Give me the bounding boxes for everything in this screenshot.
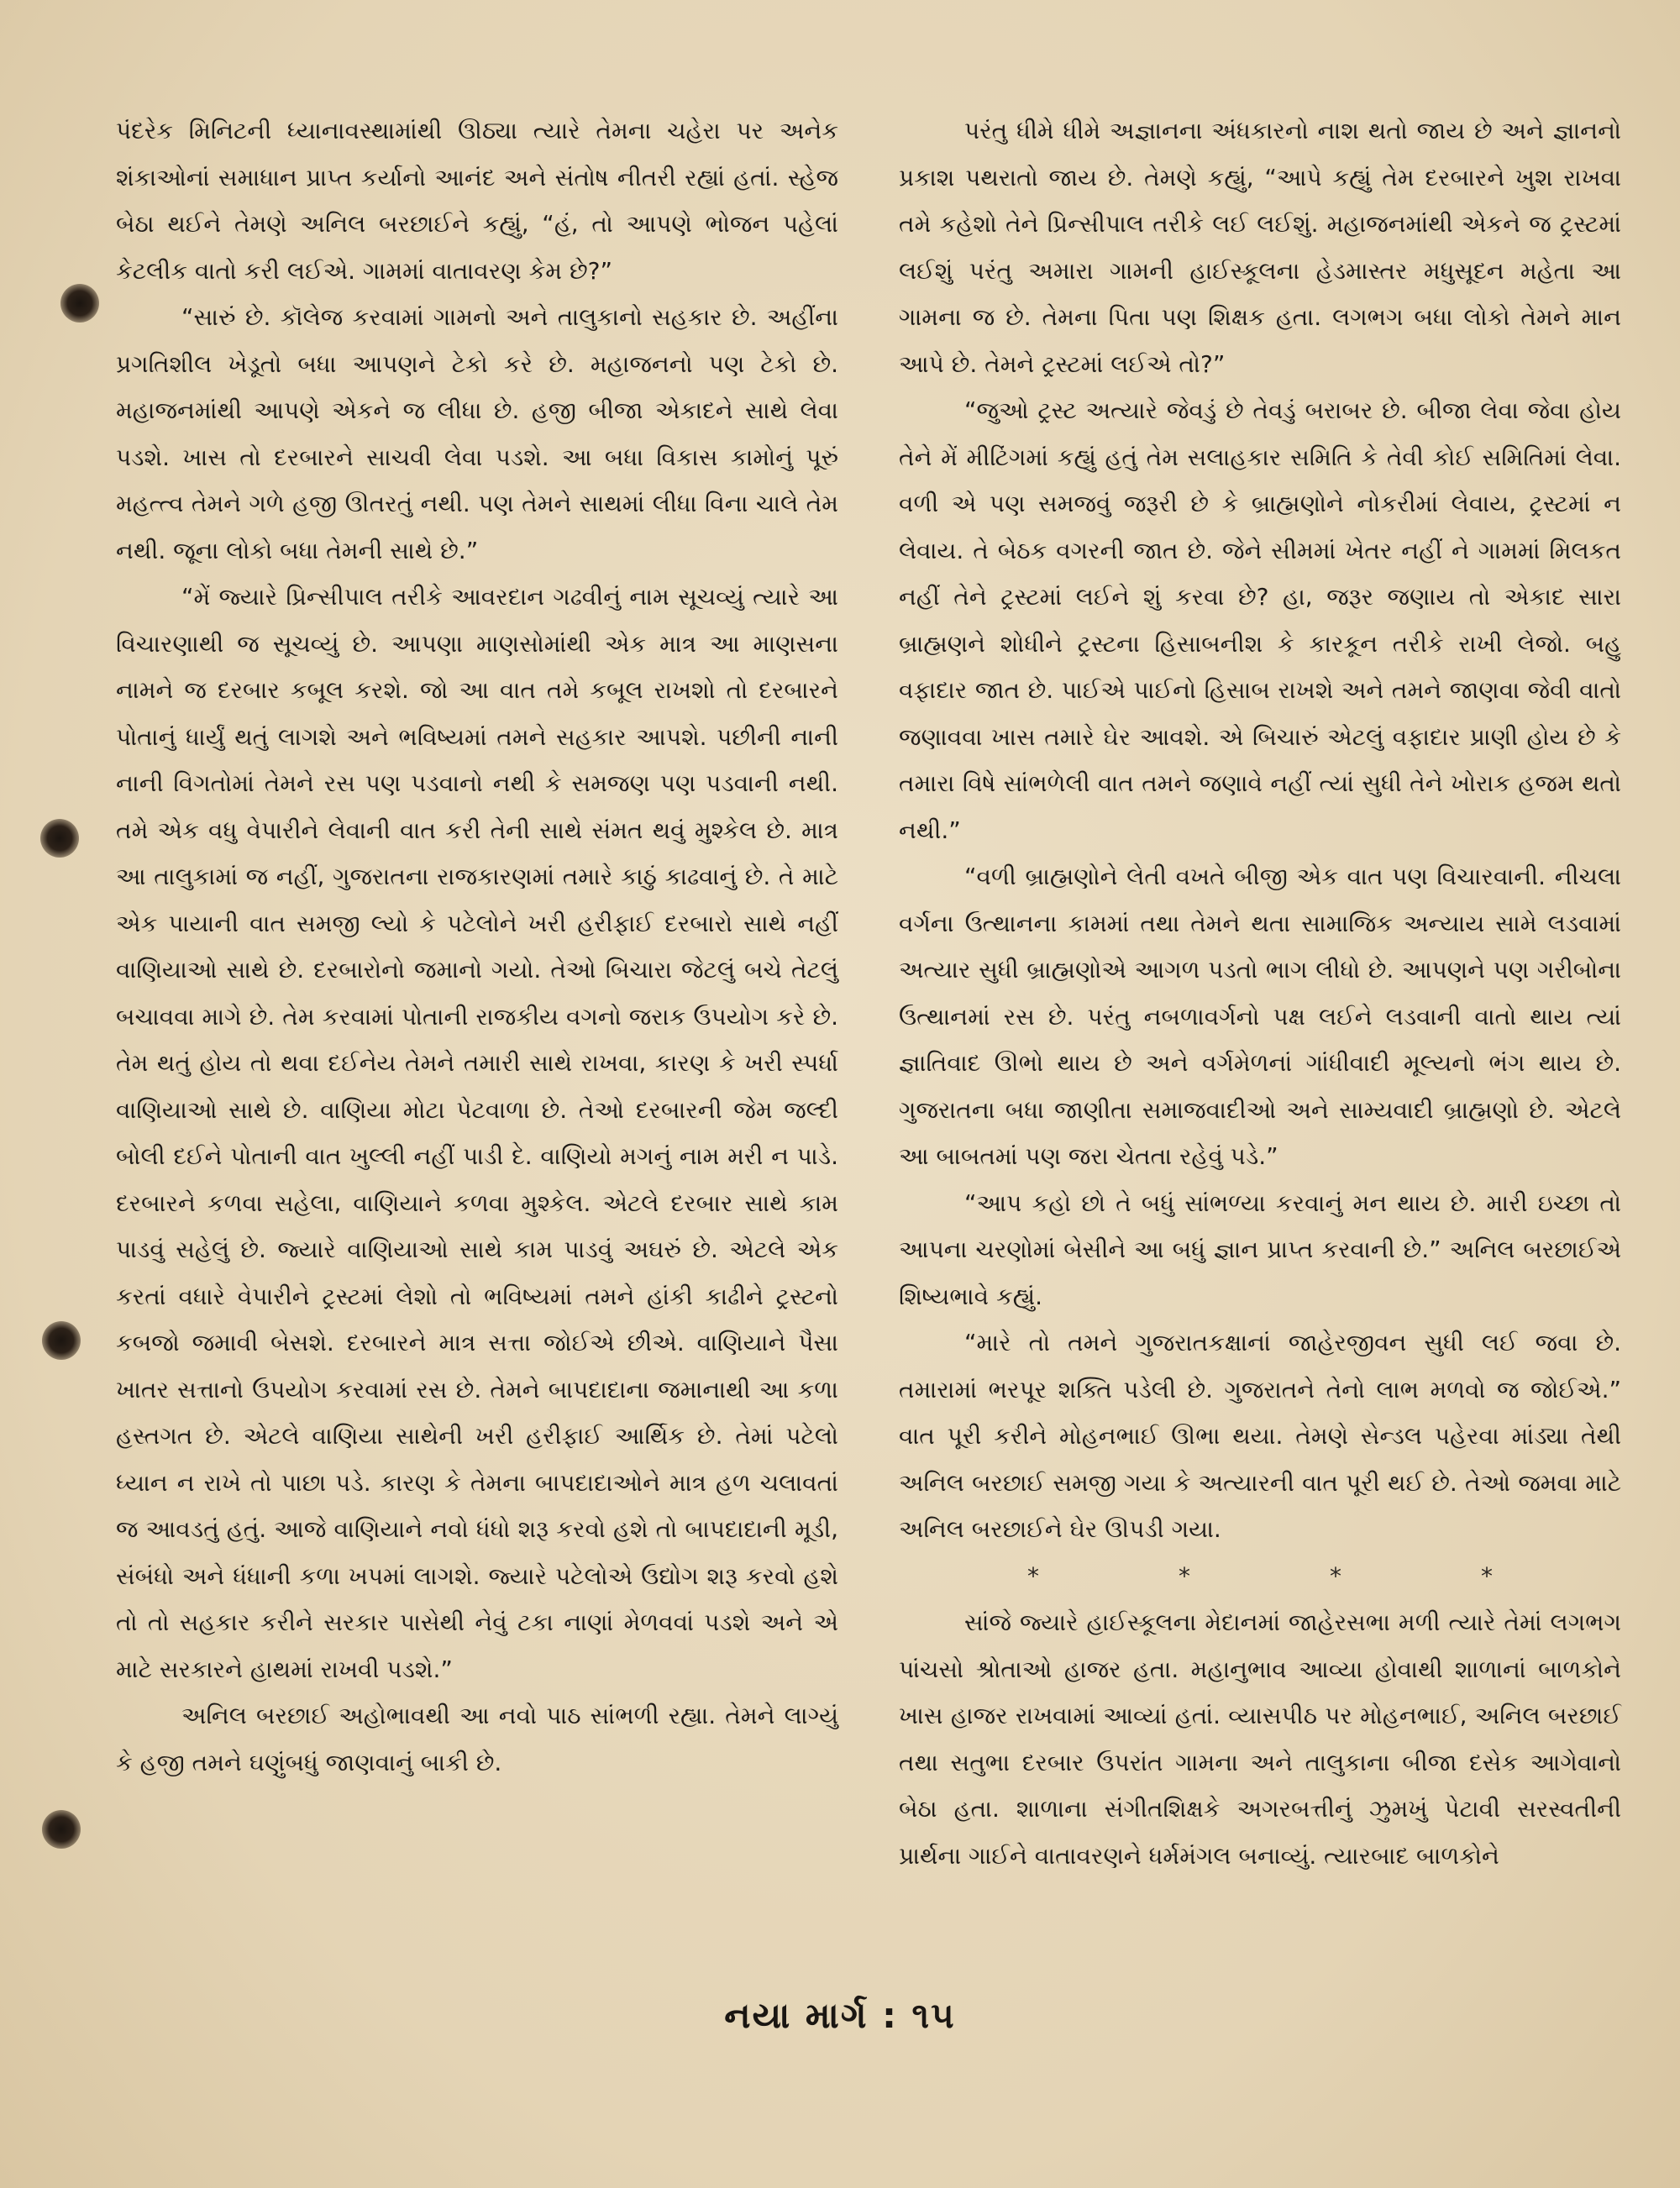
binding-hole-mark [42, 1810, 81, 1849]
paragraph: “આપ કહો છો તે બધું સાંભળ્યા કરવાનું મન થાય છે. મારી ઇચ્છા તો આપના ચરણોમાં બેસીને આ બધું જ્ઞાન પ્રાપ્ત કરવાની છે.” અનિલ બરછાઈએ શિષ્યભાવે કહ્યું. [899, 1188, 1621, 1310]
paragraph: “વળી બ્રાહ્મણોને લેતી વખતે બીજી એક વાત પણ વિચારવાની. નીચલા વર્ગના ઉત્થાનના કામમાં તથા તેમને થતા સામાજિક અન્યાય સામે લડવામાં અત્યાર સુધી બ્રાહ્મણોએ આગળ પડતો ભાગ લીધો છે. આપણને પણ ગરીબોના ઉત્થાનમાં રસ છે. પરંતુ નબળાવર્ગનો પક્ષ લઈને લડવાની વાતો થાય ત્યાં જ્ઞાતિવાદ ઊભો થાય છે અને વર્ગમેળનાં ગાંધીવાદી મૂલ્યનો ભંગ થાય છે. ગુજરાતના બધા જાણીતા સમાજવાદીઓ અને સામ્યવાદી બ્રાહ્મણો છે. એટલે આ બાબતમાં પણ જરા ચેતતા રહેવું પડે.” [899, 863, 1621, 1170]
paragraph: પંદરેક મિનિટની ધ્યાનાવસ્થામાંથી ઊઠ્યા ત્યારે તેમના ચહેરા પર અનેક શંકાઓનાં સમાધાન પ્રાપ્ત કર્યાનો આનંદ અને સંતોષ નીતરી રહ્યાં હતાં. સ્હેજ બેઠા થઈને તેમણે અનિલ બરછાઈને કહ્યું, “હં, તો આપણે ભોજન પહેલાં કેટલીક વાતો કરી લઈએ. ગામમાં વાતાવરણ કેમ છે?” [116, 117, 838, 285]
paragraph: “જુઓ ટ્રસ્ટ અત્યારે જેવડું છે તેવડું બરાબર છે. બીજા લેવા જેવા હોય તેને મેં મીટિંગમાં કહ્યું હતું તેમ સલાહકાર સમિતિ કે તેવી કોઈ સમિતિમાં લેવા. વળી એ પણ સમજવું જરૂરી છે કે બ્રાહ્મણોને નોકરીમાં લેવાય, ટ્રસ્ટમાં ન લેવાય. તે બેઠક વગરની જાત છે. જેને સીમમાં ખેતર નહીં ને ગામમાં મિલકત નહીં તેને ટ્રસ્ટમાં લઈને શું કરવા છે? હા, જરૂર જણાય તો એકાદ સારા બ્રાહ્મણને શોધીને ટ્રસ્ટના હિસાબનીશ કે કારકૂન તરીકે રાખી લેજો. બહુ વફાદાર જાત છે. પાઈએ પાઈનો હિસાબ રાખશે અને તમને જાણવા જેવી વાતો જણાવવા ખાસ તમારે ઘેર આવશે. એ બિચારું એટલું વફાદાર પ્રાણી હોય છે કે તમારા વિષે સાંભળેલી વાત તમને જણાવે નહીં ત્યાં સુધી તેને ખોરાક હજમ થતો નથી.” [899, 396, 1621, 844]
right-column [899, 108, 1621, 1879]
paragraph: અનિલ બરછાઈ અહોભાવથી આ નવો પાઠ સાંભળી રહ્યા. તેમને લાગ્યું કે હજી તમને ઘણુંબધું જાણવાનું બાકી છે. [116, 1702, 838, 1776]
binding-hole-mark [60, 284, 99, 323]
paragraph: “મારે તો તમને ગુજરાતકક્ષાનાં જાહેરજીવન સુધી લઈ જવા છે. તમારામાં ભરપૂર શક્તિ પડેલી છે. ગુજરાતને તેનો લાભ મળવો જ જોઈએ.” વાત પૂરી કરીને મોહનભાઈ ઊભા થયા. તેમણે સેન્ડલ પહેરવા માંડ્યા તેથી અનિલ બરછાઈ સમજી ગયા કે અત્યારની વાત પૂરી થઈ છે. તેઓ જમવા માટે અનિલ બરછાઈને ઘેર ઊપડી ગયા. [899, 1329, 1621, 1543]
separator-star: * [1027, 1561, 1039, 1590]
binding-hole-mark [42, 1321, 81, 1360]
section-separator [899, 1553, 1621, 1600]
paragraph: સાંજે જ્યારે હાઈસ્કૂલના મેદાનમાં જાહેરસભા મળી ત્યારે તેમાં લગભગ પાંચસો શ્રોતાઓ હાજર હતા. મહાનુભાવ આવ્યા હોવાથી શાળાનાં બાળકોને ખાસ હાજર રાખવામાં આવ્યાં હતાં. વ્યાસપીઠ પર મોહનભાઈ, અનિલ બરછાઈ તથા સતુભા દરબાર ઉપરાંત ગામના અને તાલુકાના બીજા દસેક આગેવાનો બેઠા હતા. શાળાના સંગીતશિક્ષકે અગરબત્તીનું ઝુમખું પેટાવી સરસ્વતીની પ્રાર્થના ગાઈને વાતાવરણને ધર્મમંગલ બનાવ્યું. ત્યારબાદ બાળકોને [899, 1608, 1621, 1870]
paragraph: “સારું છે. કૉલેજ કરવામાં ગામનો અને તાલુકાનો સહકાર છે. અહીંના પ્રગતિશીલ ખેડૂતો બધા આપણને ટેકો કરે છે. મહાજનનો પણ ટેકો છે. મહાજનમાંથી આપણે એકને જ લીધા છે. હજી બીજા એકાદને સાથે લેવા પડશે. ખાસ તો દરબારને સાચવી લેવા પડશે. આ બધા વિકાસ કામોનું પૂરું મહત્ત્વ તેમને ગળે હજી ઊતરતું નથી. પણ તેમને સાથમાં લીધા વિના ચાલે તેમ નથી. જૂના લોકો બધા તેમની સાથે છે.” [116, 303, 838, 564]
separator-star: * [1179, 1561, 1190, 1590]
separator-star: * [1330, 1561, 1341, 1590]
paragraph: “મેં જ્યારે પ્રિન્સીપાલ તરીકે આવરદાન ગઢવીનું નામ સૂચવ્યું ત્યારે આ વિચારણાથી જ સૂચવ્યું છે. આપણા માણસોમાંથી એક માત્ર આ માણસના નામને જ દરબાર કબૂલ કરશે. જો આ વાત તમે કબૂલ રાખશો તો દરબારને પોતાનું ધાર્યું થતું લાગશે અને ભવિષ્યમાં તમને સહકાર આપશે. પછીની નાની નાની વિગતોમાં તેમને રસ પણ પડવાનો નથી કે સમજણ પણ પડવાની નથી. તમે એક વધુ વેપારીને લેવાની વાત કરી તેની સાથે સંમત થવું મુશ્કેલ છે. માત્ર આ તાલુકામાં જ નહીં, ગુજરાતના રાજકારણમાં તમારે કાઠું કાઢવાનું છે. તે માટે એક પાયાની વાત સમજી લ્યો કે પટેલોને ખરી હરીફાઈ દરબારો સાથે નહીં વાણિયાઓ સાથે છે. દરબારોનો જમાનો ગયો. તેઓ બિચારા જેટલું બચે તેટલું બચાવવા માગે છે. તેમ કરવામાં પોતાની રાજકીય વગનો જરાક ઉપયોગ કરે છે. તેમ થતું હોય તો થવા દઈનેય તેમને તમારી સાથે રાખવા, કારણ કે ખરી સ્પર્ધા વાણિયાઓ સાથે છે. વાણિયા મોટા પેટવાળા છે. તેઓ દરબારની જેમ જલ્દી બોલી દઈને પોતાની વાત ખુલ્લી નહીં પાડી દે. વાણિયો મગનું નામ મરી ન પાડે. દરબારને કળવા સહેલા, વાણિયાને કળવા મુશ્કેલ. એટલે દરબાર સાથે કામ પાડવું સહેલું છે. જ્યારે વાણિયાઓ સાથે કામ પાડવું અઘરું છે. એટલે એક કરતાં વધારે વેપારીને ટ્રસ્ટમાં લેશો તો ભવિષ્યમાં તમને હાંકી કાઢીને ટ્રસ્ટનો કબજો જમાવી બેસશે. દરબારને માત્ર સત્તા જોઈએ છીએ. વાણિયાને પૈસા ખાતર સત્તાનો ઉપયોગ કરવામાં રસ છે. તેમને બાપદાદાના જમાનાથી આ કળા હસ્તગત છે. એટલે વાણિયા સાથેની ખરી હરીફાઈ આર્થિક છે. તેમાં પટેલો ધ્યાન ન રાખે તો પાછા પડે. કારણ કે તેમના બાપદાદાઓને માત્ર હળ ચલાવતાં જ આવડતું હતું. આજે વાણિયાને નવો ધંધો શરૂ કરવો હશે તો બાપદાદાની મૂડી, સંબંધો અને ધંધાની કળા ખપમાં લાગશે. જ્યારે પટેલોએ ઉદ્યોગ શરૂ કરવો હશે તો તો સહકાર કરીને સરકાર પાસેથી નેવું ટકા નાણાં મેળવવાં પડશે અને એ માટે સરકારને હાથમાં રાખવી પડશે.” [116, 583, 838, 1683]
separator-star: * [1481, 1561, 1493, 1590]
page-footer: નયા માર્ગ : ૧૫ [724, 1995, 956, 2036]
left-column [116, 108, 838, 1786]
binding-hole-mark [40, 819, 79, 858]
paragraph: પરંતુ ધીમે ધીમે અજ્ઞાનના અંધકારનો નાશ થતો જાય છે અને જ્ઞાનનો પ્રકાશ પથરાતો જાય છે. તેમણે કહ્યું, “આપે કહ્યું તેમ દરબારને ખુશ રાખવા તમે કહેશો તેને પ્રિન્સીપાલ તરીકે લઈ લઈશું. મહાજનમાંથી એકને જ ટ્રસ્ટમાં લઈશું પરંતુ અમારા ગામની હાઈસ્કૂલના હેડમાસ્તર મધુસૂદન મહેતા આ ગામના જ છે. તેમના પિતા પણ શિક્ષક હતા. લગભગ બધા લોકો તેમને માન આપે છે. તેમને ટ્રસ્ટમાં લઈએ તો?” [899, 117, 1621, 378]
